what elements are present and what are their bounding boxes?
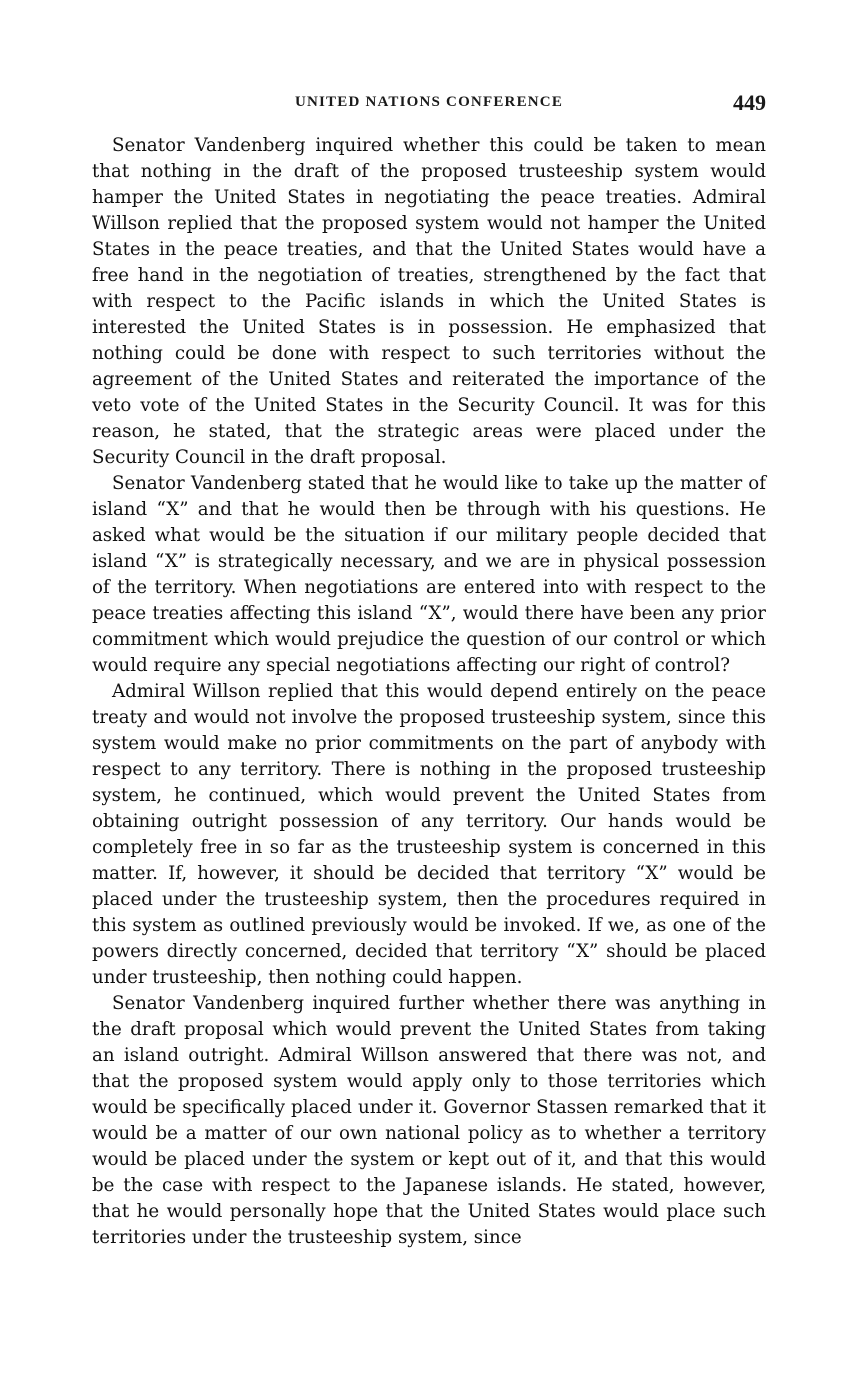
page-number: 449 <box>733 90 766 115</box>
paragraph-2: Senator Vandenberg stated that he would like to take up the matter of island “X” and that he would then be through with his questions. He asked what would be the situation if our military people decided that island “X” is strategically necessary, and we are in physical possession of the territory. When negotiations are entered into with respect to the peace treaties affecting this island “X”, would there have been any prior commitment which would prejudice the question of our control or which would require any special negotiations affecting our right of control? <box>92 473 766 676</box>
running-title: UNITED NATIONS CONFERENCE <box>294 94 564 110</box>
paragraph-4: Senator Vandenberg inquired further whether there was anything in the draft proposal which would prevent the United States from taking an island outright. Admiral Willson answered that there was not, and that the proposed system would apply only to those territories which would be specifically placed under it. Governor Stassen remarked that it would be a matter of our own national policy as to whether a territory would be placed under the system or kept out of it, and that this would be the case with respect to the Japanese islands. He stated, however, that he would personally hope that the United States would place such territories under the trusteeship system, since <box>92 993 766 1248</box>
paragraph-3: Admiral Willson replied that this would depend entirely on the peace treaty and would not involve the proposed trusteeship system, since this system would make no prior commitments on the part of anybody with respect to any territory. There is nothing in the proposed trusteeship system, he continued, which would prevent the United States from obtaining outright possession of any territory. Our hands would be completely free in so far as the trusteeship system is concerned in this matter. If, however, it should be decided that territory “X” would be placed under the trusteeship system, then the procedures required in this system as outlined previously would be invoked. If we, as one of the powers directly concerned, decided that territory “X” should be placed under trusteeship, then nothing could happen. <box>92 681 766 988</box>
paragraph-1: Senator Vandenberg inquired whether this could be taken to mean that nothing in the draft of the proposed trusteeship system would hamper the United States in negotiating the peace treaties. Admiral Willson replied that the proposed system would not hamper the United States in the peace treaties, and that the United States would have a free hand in the negotiation of treaties, strengthened by the fact that with respect to the Pacific islands in which the United States is interested the United States is in possession. He emphasized that nothing could be done with respect to such territories without the agreement of the United States and reiterated the importance of the veto vote of the United States in the Security Council. It was for this reason, he stated, that the strategic areas were placed under the Security Council in the draft proposal. <box>92 135 766 468</box>
body-text <box>92 133 766 1251</box>
running-head <box>92 90 766 120</box>
